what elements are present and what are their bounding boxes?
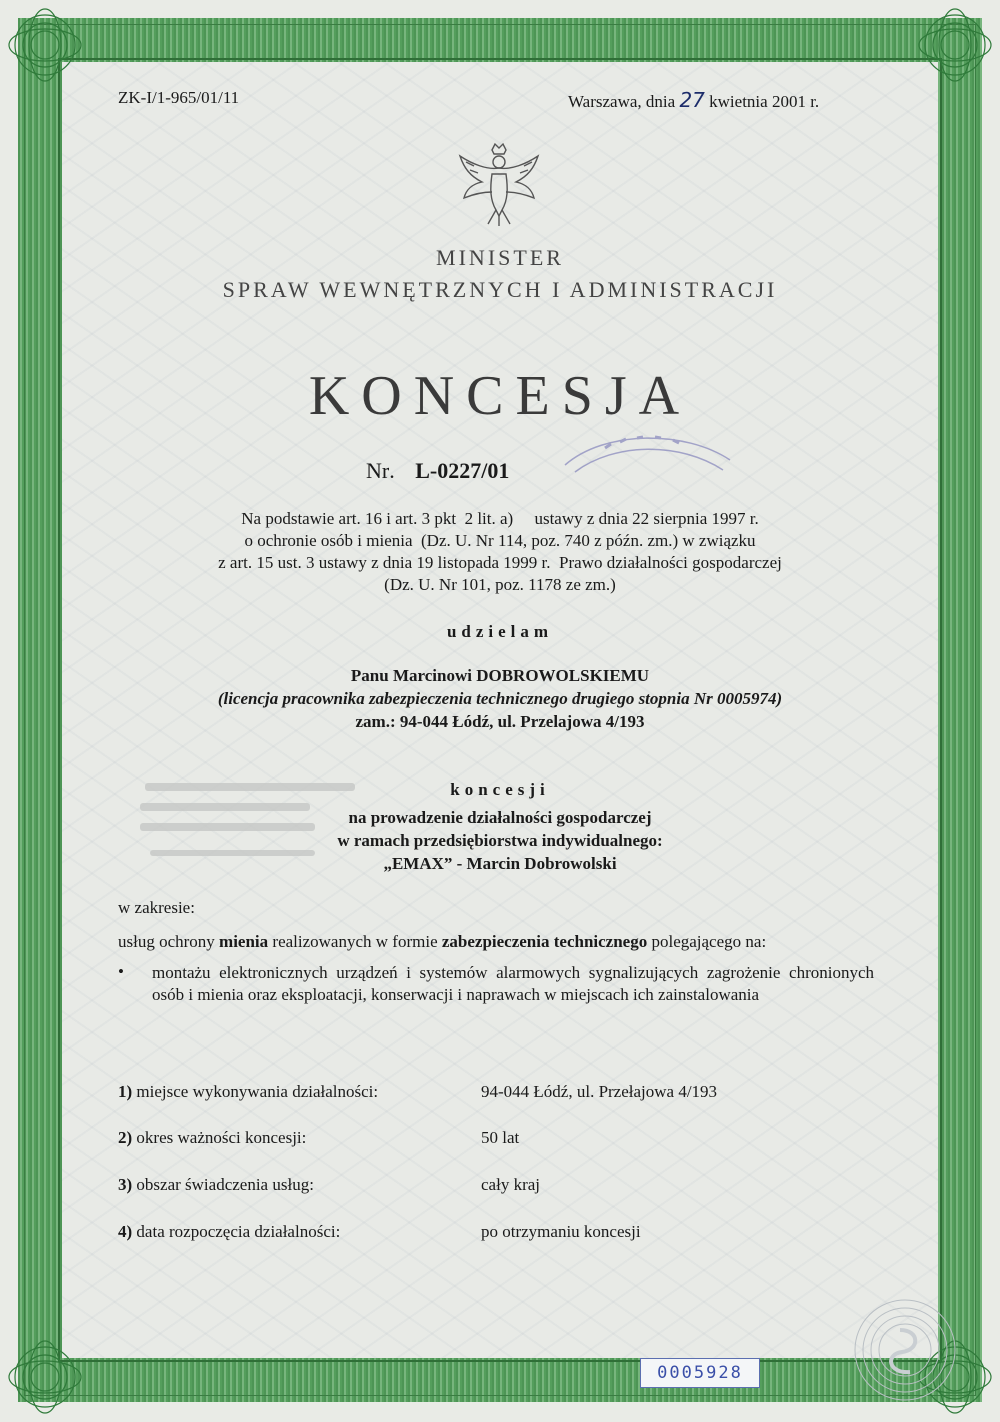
scope-intro-bold: zabezpieczenia technicznego <box>441 932 648 951</box>
detail-row <box>118 1128 306 1148</box>
detail-value: 50 lat <box>481 1128 520 1147</box>
ministry-name: SPRAW WEWNĘTRZNYCH I ADMINISTRACJI <box>222 277 778 302</box>
hologram-seal-icon <box>840 1290 970 1410</box>
business-description <box>0 806 1000 875</box>
reference-number: ZK-I/1-965/01/11 <box>118 88 240 107</box>
authority-title: MINISTER <box>436 245 564 270</box>
detail-label: obszar świadczenia usług: <box>132 1175 314 1194</box>
detail-row <box>118 1222 340 1242</box>
detail-label: okres ważności koncesji: <box>132 1128 307 1147</box>
date-suffix: kwietnia 2001 r. <box>709 92 820 111</box>
number-value: L-0227/01 <box>415 458 510 483</box>
bullet-icon: • <box>118 962 124 981</box>
holder-address: zam.: 94-044 Łódź, ul. Przelajowa 4/193 <box>355 712 645 731</box>
scope-intro-bold: mienia <box>219 932 269 951</box>
holder-license: (licencja pracownika zabezpieczenia technicznego drugiego stopnia Nr 0005974) <box>217 689 783 708</box>
scope-intro-text: usług ochrony <box>118 932 220 951</box>
detail-row <box>118 1175 314 1195</box>
handwritten-day: 27 <box>679 88 705 112</box>
document-title: KONCESJA <box>308 365 692 427</box>
detail-number: 2) <box>118 1128 133 1147</box>
concession-holder <box>0 664 1000 733</box>
detail-label: data rozpoczęcia działalności: <box>132 1222 341 1241</box>
detail-value: cały kraj <box>481 1175 540 1194</box>
detail-row <box>118 1082 378 1102</box>
date-prefix: Warszawa, dnia <box>568 92 676 111</box>
business-line: na prowadzenie działalności gospodarczej <box>348 808 652 827</box>
legal-basis-line: o ochronie osób i mienia (Dz. U. Nr 114, poz. 740 z późn. zm.) w związku <box>244 531 756 550</box>
legal-basis <box>0 508 1000 596</box>
grant-word: udzielam <box>446 622 554 641</box>
scope-intro <box>118 932 766 952</box>
scope-label: w zakresie: <box>118 898 195 917</box>
detail-value: po otrzymaniu koncesji <box>481 1222 641 1241</box>
legal-basis-line: Na podstawie art. 16 i art. 3 pkt 2 lit. a) ustawy z dnia 22 sierpnia 1997 r. <box>241 509 759 528</box>
holder-name: Panu Marcinowi DOBROWOLSKIEMU <box>350 666 650 685</box>
scope-intro-text: polegającego na: <box>647 932 767 951</box>
legal-basis-line: z art. 15 ust. 3 ustawy z dnia 19 listopada 1999 r. Prawo działalności gospodarczej <box>218 553 782 572</box>
official-stamp-icon <box>545 420 745 490</box>
detail-number: 4) <box>118 1222 133 1241</box>
scope-bullet-text: montażu elektronicznych urządzeń i systemów alarmowych sygnalizujących zagrożenie chronionych osób i mienia oraz eksploatacji, konserwacji i naprawach w miejscach ich zainstalowania <box>152 963 874 1004</box>
business-line: „EMAX” - Marcin Dobrowolski <box>383 854 617 873</box>
concession-number: Nr. L-0227/01 <box>366 458 510 483</box>
detail-number: 1) <box>118 1082 133 1101</box>
detail-label: miejsce wykonywania działalności: <box>132 1082 379 1101</box>
scope-intro-text: realizowanych w formie <box>268 932 442 951</box>
business-line: w ramach przedsiębiorstwa indywidualnego: <box>337 831 663 850</box>
detail-value: 94-044 Łódź, ul. Przełajowa 4/193 <box>481 1082 718 1101</box>
serial-number: 0005928 <box>640 1358 760 1388</box>
legal-basis-line: (Dz. U. Nr 101, poz. 1178 ze zm.) <box>384 575 616 594</box>
detail-number: 3) <box>118 1175 133 1194</box>
polish-eagle-emblem-icon <box>452 140 547 230</box>
number-label: Nr <box>366 458 390 483</box>
issue-date <box>568 88 819 112</box>
corner-rosette-icon <box>0 1322 100 1422</box>
corner-rosette-icon <box>900 0 1000 100</box>
concession-word: koncesji <box>450 780 550 799</box>
corner-rosette-icon <box>0 0 100 100</box>
